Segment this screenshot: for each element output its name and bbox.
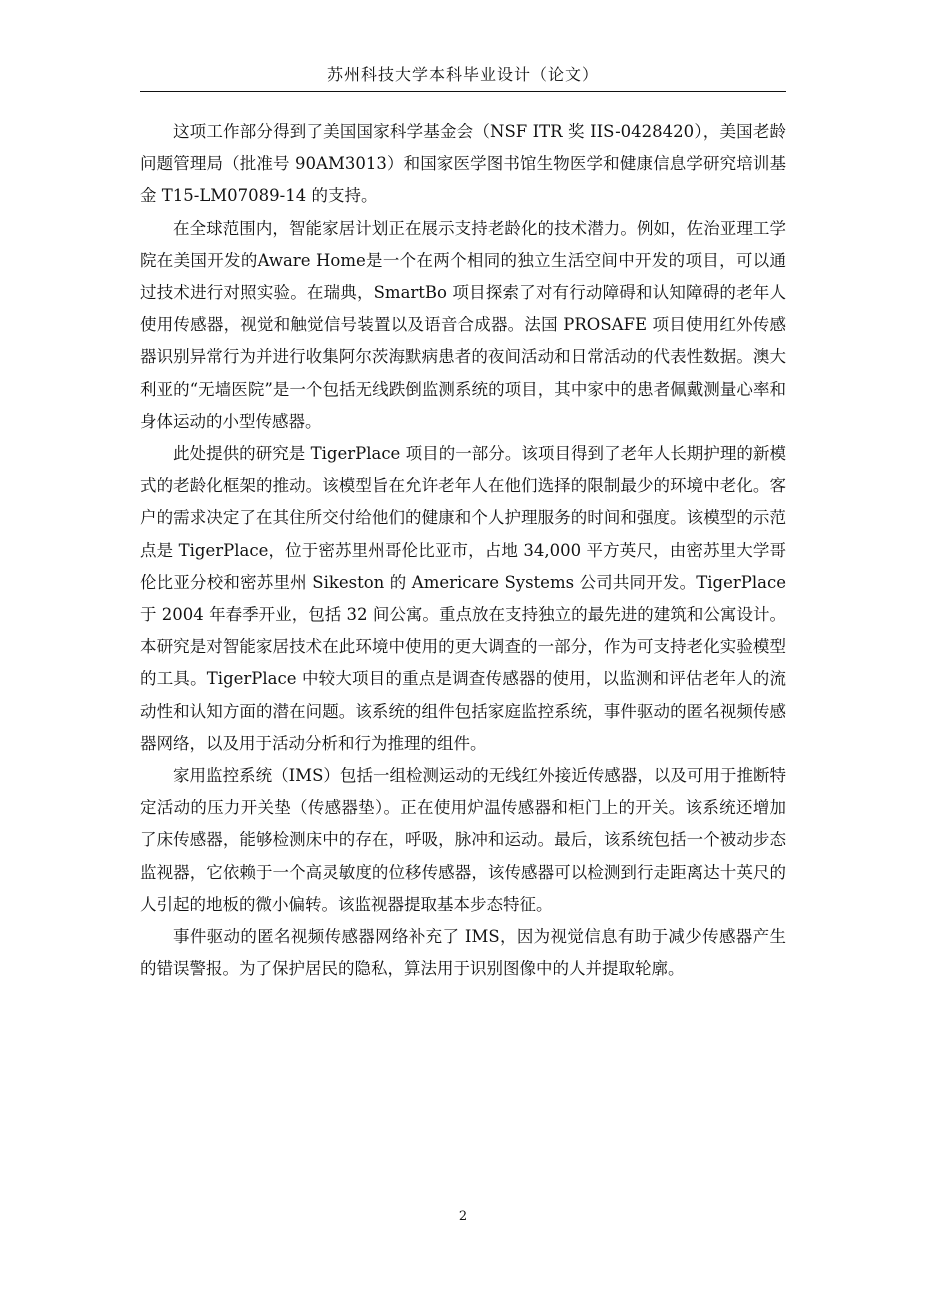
header-divider — [140, 91, 786, 92]
paragraph-global-smart-home: 在全球范围内，智能家居计划正在展示支持老龄化的技术潜力。例如，佐治亚理工学院在美国开发的Aware Home是一个在两个相同的独立生活空间中开发的项目，可以通过技术进行对照实验。在瑞典，SmartBo 项目探索了对有行动障碍和认知障碍的老年人使用传感器，视觉和触觉信号装置以及语音合成器。法国 PROSAFE 项目使用红外传感器识别异常行为并进行收集阿尔茨海默病患者的夜间活动和日常活动的代表性数据。澳大利亚的“无墙医院”是一个包括无线跌倒监测系统的项目，其中家中的患者佩戴测量心率和身体运动的小型传感器。 — [140, 218, 786, 431]
page-header-title: 苏州科技大学本科毕业设计（论文） — [326, 65, 599, 84]
paragraph-ims: 家用监控系统（IMS）包括一组检测运动的无线红外接近传感器，以及可用于推断特定活动的压力开关垫（传感器垫）。正在使用炉温传感器和柜门上的开关。该系统还增加了床传感器，能够检测床中的存在，呼吸，脉冲和运动。最后，该系统包括一个被动步态监视器，它依赖于一个高灵敏度的位移传感器，该传感器可以检测到行走距离达十英尺的人引起的地板的微小偏转。该监视器提取基本步态特征。 — [140, 766, 786, 914]
body-text — [140, 116, 786, 985]
page-number: 2 — [458, 1209, 468, 1224]
paragraph-video-network: 事件驱动的匿名视频传感器网络补充了 IMS，因为视觉信息有助于减少传感器产生的错误警报。为了保护居民的隐私，算法用于识别图像中的人并提取轮廓。 — [140, 927, 786, 979]
paragraph-tigerplace: 此处提供的研究是 TigerPlace 项目的一部分。该项目得到了老年人长期护理的新模式的老龄化框架的推动。该模型旨在允许老年人在他们选择的限制最少的环境中老化。客户的需求决定了在其住所交付给他们的健康和个人护理服务的时间和强度。该模型的示范点是 TigerPlace，位于密苏里州哥伦比亚市，占地 34,000 平方英尺，由密苏里大学哥伦比亚分校和密苏里州 Sikeston 的 Americare Systems 公司共同开发。TigerPlace 于 2004 年春季开业，包括 32 间公寓。重点放在支持独立的最先进的建筑和公寓设计。本研究是对智能家居技术在此环境中使用的更大调查的一部分，作为可支持老化实验模型的工具。TigerPlace 中较大项目的重点是调查传感器的使用，以监测和评估老年人的流动性和认知方面的潜在问题。该系统的组件包括家庭监控系统，事件驱动的匿名视频传感器网络，以及用于活动分析和行为推理的组件。 — [140, 444, 786, 753]
paragraph-funding: 这项工作部分得到了美国国家科学基金会（NSF ITR 奖 IIS-0428420），美国老龄问题管理局（批准号 90AM3013）和国家医学图书馆生物医学和健康信息学研究培训基金 T15-LM07089-14 的支持。 — [140, 122, 786, 206]
